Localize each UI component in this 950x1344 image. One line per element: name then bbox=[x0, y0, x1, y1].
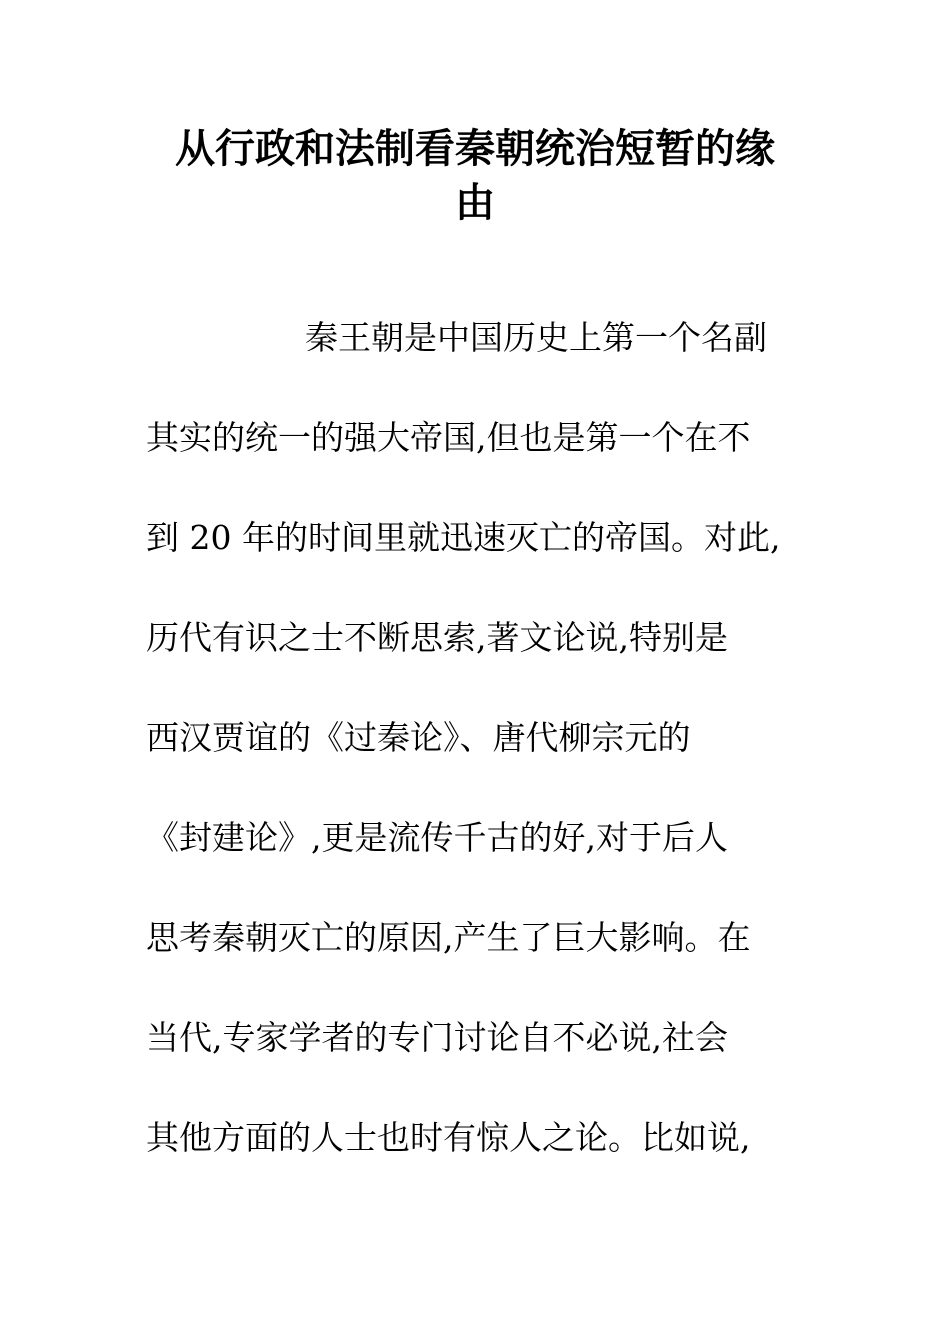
paragraph-line-2: 其实的统一的强大帝国,但也是第一个在不 bbox=[146, 418, 751, 457]
document-title bbox=[150, 122, 800, 230]
paragraph-line-1: 秦王朝是中国历史上第一个名副 bbox=[305, 318, 767, 357]
paragraph-line-9: 其他方面的人士也时有惊人之论。比如说, bbox=[146, 1118, 751, 1157]
title-line-1: 从行政和法制看秦朝统治短暂的缘 bbox=[175, 126, 775, 172]
paragraph-line-4: 历代有识之士不断思索,著文论说,特别是 bbox=[146, 618, 728, 657]
paragraph-line-6: 《封建论》,更是流传千古的好,对于后人 bbox=[146, 818, 728, 857]
paragraph-line-8: 当代,专家学者的专门讨论自不必说,社会 bbox=[146, 1018, 728, 1057]
paragraph-line-5: 西汉贾谊的《过秦论》、唐代柳宗元的 bbox=[146, 718, 691, 757]
paragraph-line-7: 思考秦朝灭亡的原因,产生了巨大影响。在 bbox=[146, 918, 751, 957]
title-line-2: 由 bbox=[455, 180, 495, 226]
paragraph-line-3: 到 20 年的时间里就迅速灭亡的帝国。对此, bbox=[146, 518, 781, 557]
